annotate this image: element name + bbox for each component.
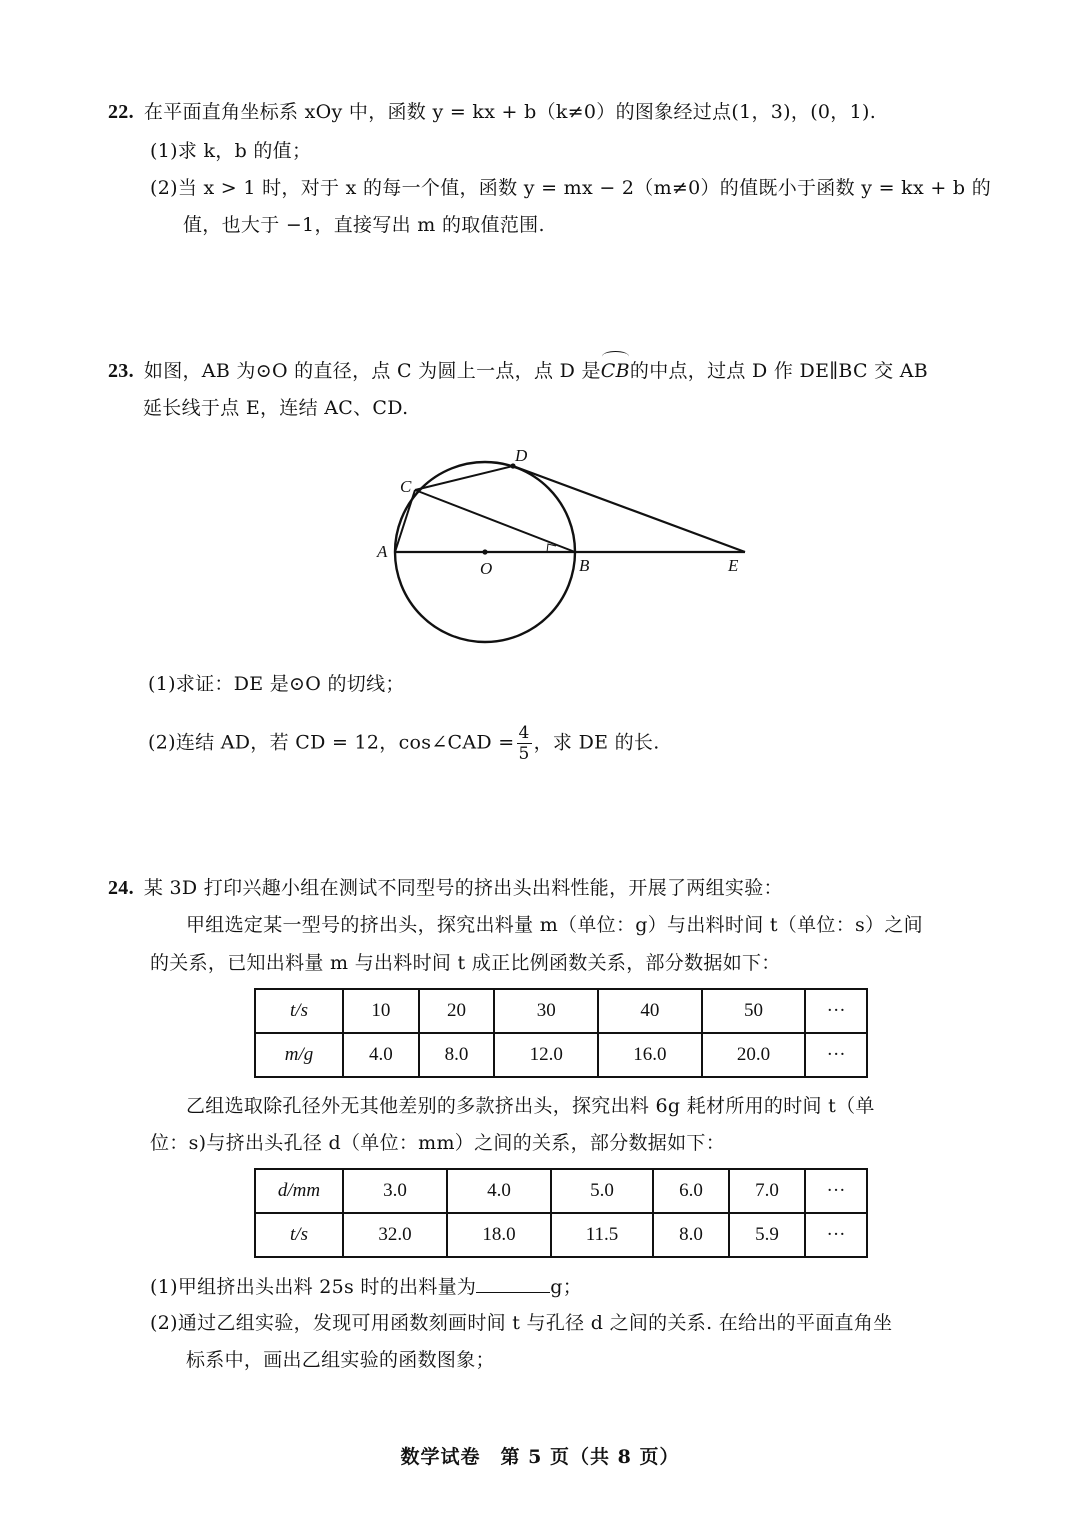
label-c: C: [400, 477, 412, 496]
table-cell: 16.0: [598, 1033, 702, 1077]
table-cell: 20: [419, 989, 495, 1033]
q24-part2-line1: (2)通过乙组实验，发现可用函数刻画时间 t 与孔径 d 之间的关系. 在给出的平面直角坐: [150, 1312, 893, 1334]
segment-ac: [395, 490, 415, 552]
q23-part2: [148, 723, 660, 764]
table-cell: t/s: [255, 1213, 343, 1257]
fraction-denominator: 5: [518, 744, 530, 764]
geometry-figure: [360, 440, 780, 655]
label-a: A: [377, 542, 388, 561]
fraction-numerator: 4: [518, 723, 530, 743]
table-cell: 20.0: [702, 1033, 806, 1077]
q24-group-a-line1: 甲组选定某一型号的挤出头，探究出料量 m（单位：g）与出料时间 t（单位：s）之间: [186, 914, 923, 936]
q22-stem: [108, 98, 876, 126]
q24-part1-b: g；: [550, 1276, 582, 1298]
table-cell: 8.0: [653, 1213, 729, 1257]
q23-stem-b: 的中点，过点 D 作 DE∥BC 交 AB: [629, 360, 929, 382]
table-cell: 8.0: [419, 1033, 495, 1077]
table-cell: 12.0: [494, 1033, 598, 1077]
q23-number: 23.: [108, 360, 134, 382]
q22-stem-text: 在平面直角坐标系 xOy 中，函数 y = kx + b（k≠0）的图象经过点(1，3)，(0，1).: [143, 101, 877, 123]
q24-group-b-line1: 乙组选取除孔径外无其他差别的多款挤出头，探究出料 6g 耗材所用的时间 t（单: [186, 1095, 875, 1117]
table-group-b: [254, 1168, 868, 1258]
table-cell: ···: [805, 989, 867, 1033]
label-b: B: [579, 556, 590, 575]
q24-stem-text: 某 3D 打印兴趣小组在测试不同型号的挤出头出料性能，开展了两组实验：: [143, 877, 783, 899]
q24-group-a-line2: 的关系，已知出料量 m 与出料时间 t 成正比例函数关系，部分数据如下：: [150, 952, 781, 974]
q24-number: 24.: [108, 877, 134, 899]
table-cell: 50: [702, 989, 806, 1033]
q22-part1: (1)求 k，b 的值；: [150, 140, 312, 162]
table-cell: 18.0: [447, 1213, 551, 1257]
table-row: [255, 1033, 867, 1077]
right-angle-mark: [547, 544, 556, 552]
page-footer: 数学试卷 第 5 页（共 8 页）: [400, 1446, 680, 1468]
center-point-o: [482, 549, 487, 554]
table-cell: 11.5: [551, 1213, 653, 1257]
table-cell: ···: [805, 1213, 867, 1257]
table-row: [255, 1169, 867, 1213]
label-o: O: [480, 559, 493, 578]
q23-part2-b: ，求 DE 的长.: [533, 731, 660, 754]
q22-part2-line1: (2)当 x > 1 时，对于 x 的每一个值，函数 y = mx − 2（m≠0）的值既小于函数 y = kx + b 的: [150, 177, 992, 199]
table-cell: m/g: [255, 1033, 343, 1077]
table-cell: t/s: [255, 989, 343, 1033]
q23-part2-a: (2)连结 AD，若 CD = 12，cos∠CAD =: [148, 731, 515, 754]
q23-stem-a: 如图，AB 为⊙O 的直径，点 C 为圆上一点，点 D 是: [143, 360, 601, 382]
table-cell: 32.0: [343, 1213, 447, 1257]
q24-group-b-line2: 位：s)与挤出头孔径 d（单位：mm）之间的关系，部分数据如下：: [150, 1132, 725, 1154]
table-cell: 40: [598, 989, 702, 1033]
table-cell: 5.9: [729, 1213, 805, 1257]
q23-stem-line2: 延长线于点 E，连结 AC、CD.: [143, 397, 409, 419]
q23-part1: (1)求证：DE 是⊙O 的切线；: [148, 673, 405, 695]
table-row: [255, 1213, 867, 1257]
arc-symbol: [602, 351, 629, 362]
table-cell: ···: [805, 1033, 867, 1077]
segment-cb: [415, 490, 575, 552]
arc-cb-label: [601, 357, 630, 385]
label-e: E: [728, 556, 739, 575]
label-d: D: [515, 446, 528, 465]
q24-stem: [108, 874, 783, 902]
table-cell: 6.0: [653, 1169, 729, 1213]
answer-blank: [476, 1272, 550, 1293]
fraction-four-fifths: [517, 723, 532, 764]
q22-number: 22.: [108, 101, 134, 123]
q24-part2-line2: 标系中，画出乙组实验的函数图象；: [186, 1349, 495, 1371]
segment-de: [513, 466, 745, 552]
q24-part1: [150, 1272, 582, 1301]
table-cell: ···: [805, 1169, 867, 1213]
q24-part1-a: (1)甲组挤出头出料 25s 时的出料量为: [150, 1276, 477, 1298]
q22-part2-line2: 值，也大于 −1，直接写出 m 的取值范围.: [183, 214, 545, 236]
q23-stem-line1: [108, 357, 928, 385]
table-cell: 4.0: [447, 1169, 551, 1213]
table-row: [255, 989, 867, 1033]
table-cell: 30: [494, 989, 598, 1033]
table-cell: 3.0: [343, 1169, 447, 1213]
table-cell: 4.0: [343, 1033, 419, 1077]
table-cell: 10: [343, 989, 419, 1033]
segment-cd: [415, 466, 513, 490]
table-cell: d/mm: [255, 1169, 343, 1213]
table-group-a: [254, 988, 868, 1078]
arc-text: CB: [600, 360, 630, 382]
table-cell: 7.0: [729, 1169, 805, 1213]
table-cell: 5.0: [551, 1169, 653, 1213]
